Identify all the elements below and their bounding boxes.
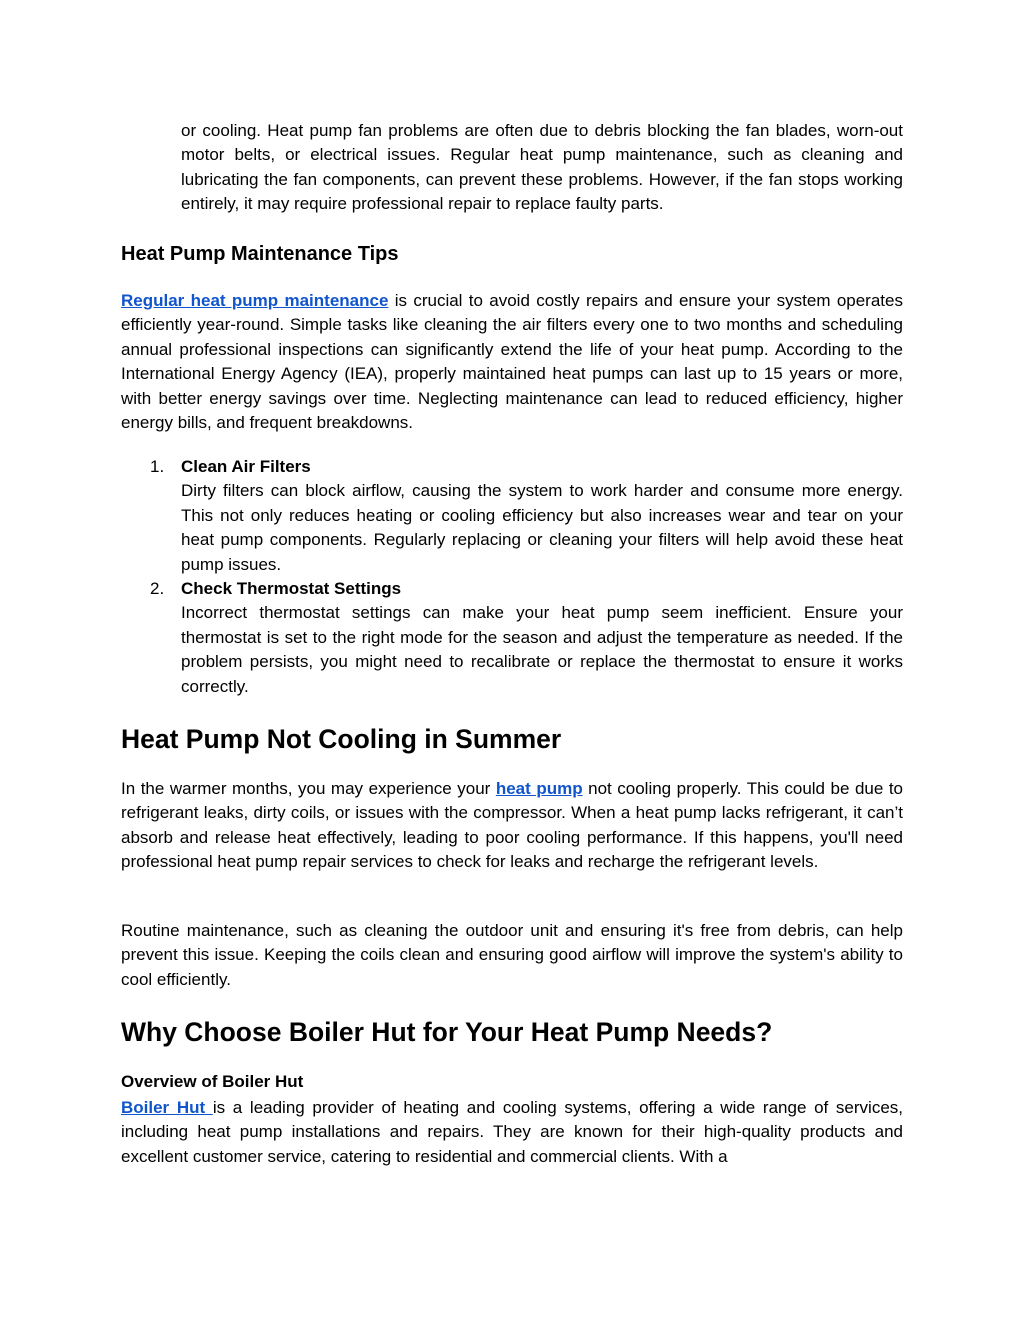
cooling-paragraph-1-end: not cooling properly. This could be due to refrigerant leaks, dirty coils, or issues with the compressor. When a heat pump lacks refrigerant, it can’t absorb and release heat effectively, leading to poor cooling performance. If this happens, you'll need professional heat pump repair services to check for leaks and recharge the refrigerant levels. [121,779,904,872]
cooling-heading: Heat Pump Not Cooling in Summer [121,724,562,754]
list-item-text: Dirty filters can block airflow, causing the system to work harder and consume more energy. This not only reduces heating or cooling efficiency but also increases wear and tear on your heat pump components. Regularly replacing or cleaning your filters will help avoid these heat pump issues. [181,481,903,574]
cooling-paragraph-1-start: In the warmer months, you may experience your [121,779,496,798]
cooling-paragraph-1 [121,777,903,875]
intro-paragraph: or cooling. Heat pump fan problems are often due to debris blocking the fan blades, worn-out motor belts, or electrical issues. Regular heat pump maintenance, such as cleaning and lubricating the fan components, can prevent these problems. However, if the fan stops working entirely, it may require professional repair to replace faulty parts. [181,121,903,214]
list-item-text: Incorrect thermostat settings can make your heat pump seem inefficient. Ensure your thermostat is set to the right mode for the season and adjust the temperature as needed. If the problem persists, you might need to recalibrate or replace the thermostat to ensure it works correctly. [181,603,903,696]
list-item [181,455,903,577]
boiler-hut-heading: Why Choose Boiler Hut for Your Heat Pump Needs? [121,1017,773,1047]
boiler-hut-link[interactable]: Boiler Hut [121,1098,213,1117]
cooling-paragraph-2: Routine maintenance, such as cleaning the outdoor unit and ensuring it's free from debris, can help prevent this issue. Keeping the coils clean and ensuring good airflow will improve the system's ability to cool efficiently. [121,921,903,989]
list-item [181,577,903,699]
regular-maintenance-link[interactable]: Regular heat pump maintenance [121,291,389,310]
list-item-number: 1. [150,457,165,476]
boiler-hut-paragraph-text: is a leading provider of heating and cooling systems, offering a wide range of services, including heat pump installations and repairs. They are known for their high-quality products and excellent customer service, catering to residential and commercial clients. With a [121,1098,903,1166]
list-item-title: Check Thermostat Settings [181,579,402,598]
maintenance-heading: Heat Pump Maintenance Tips [121,243,399,265]
boiler-hut-paragraph [121,1096,903,1169]
heat-pump-link[interactable]: heat pump [495,779,583,798]
boiler-hut-subheading: Overview of Boiler Hut [121,1072,304,1091]
maintenance-paragraph-text: is crucial to avoid costly repairs and ensure your system operates efficiently year-round. Simple tasks like cleaning the air filters every one to two months and scheduling annual professional inspections can significantly extend the life of your heat pump. According to the International Energy Agency (IEA), properly maintained heat pumps can last up to 15 years or more, with better energy savings over time. Neglecting maintenance can lead to reduced efficiency, higher energy bills, and frequent breakdowns. [121,291,903,433]
list-item-number: 2. [150,579,165,598]
list-item-title: Clean Air Filters [181,457,311,476]
maintenance-paragraph [121,289,903,435]
